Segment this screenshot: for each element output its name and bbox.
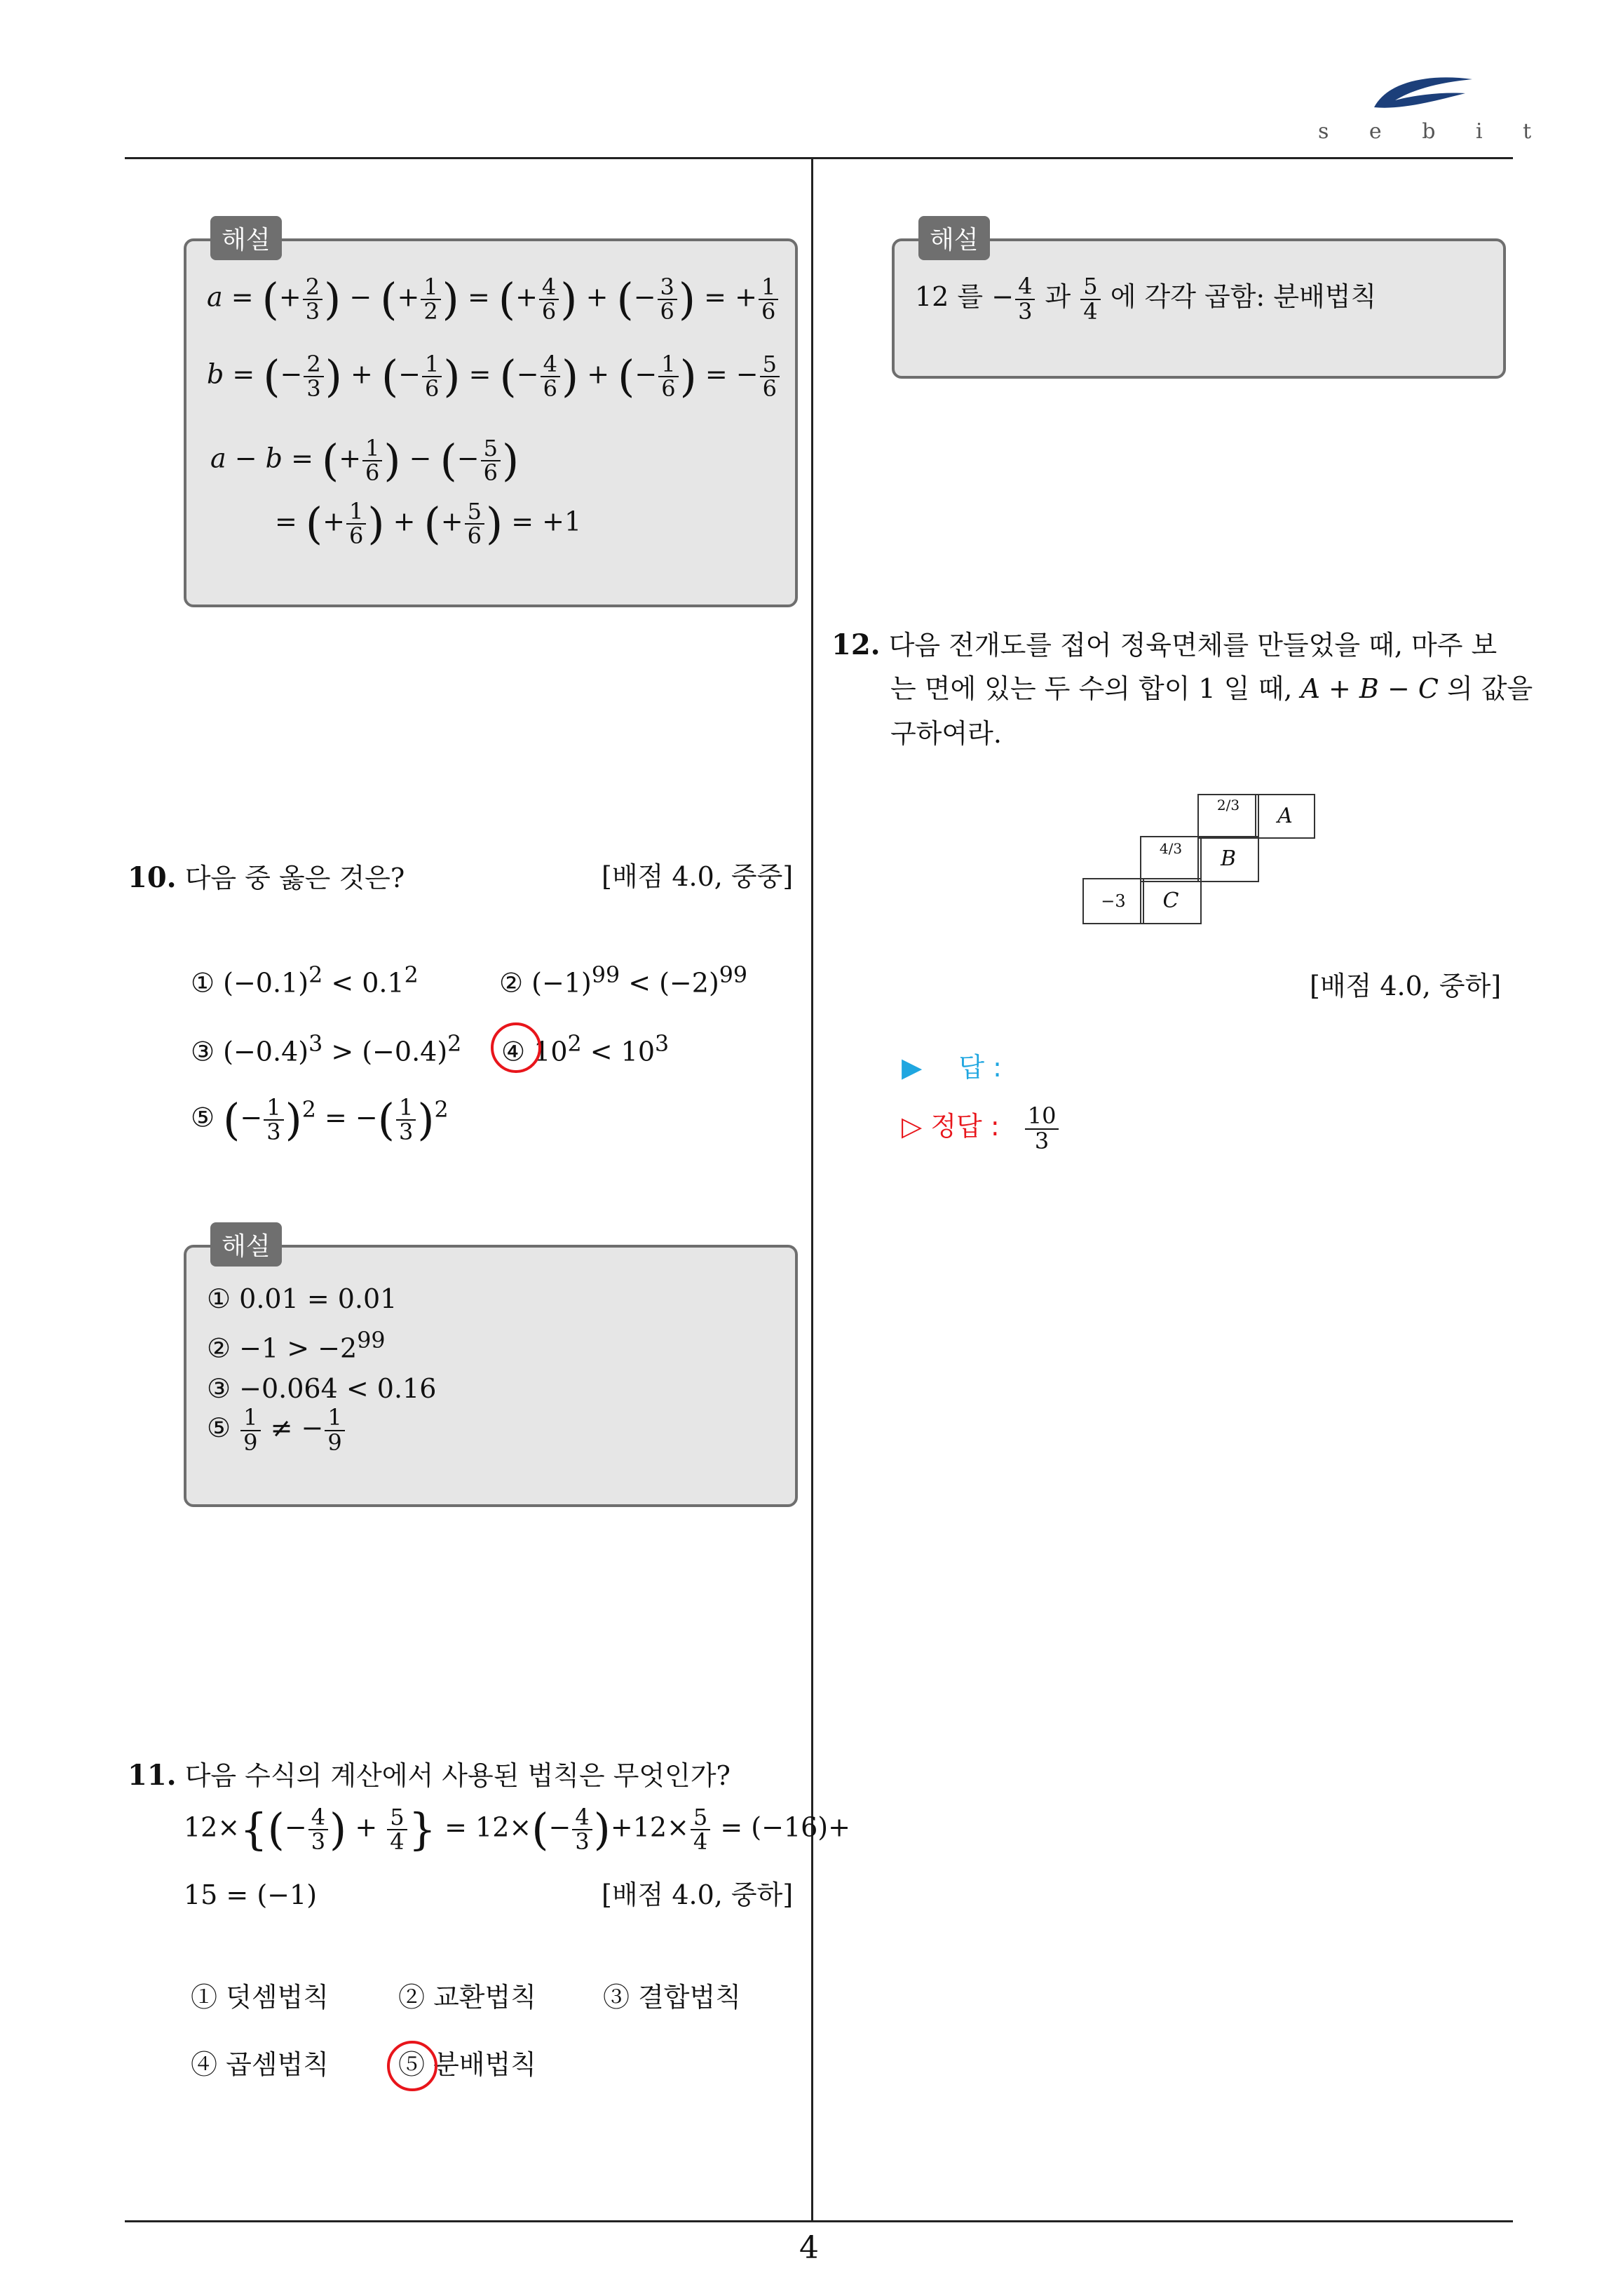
q12-score: [배점 4.0, 중하]	[1310, 971, 1502, 1001]
q9-solution-tag: 해설	[210, 216, 282, 260]
q12-answer-label: 답 :	[958, 1052, 1002, 1083]
q11-text: 다음 수식의 계산에서 사용된 법칙은 무엇인가?	[184, 1760, 731, 1791]
q12-answer-row[interactable]	[902, 1052, 1002, 1084]
q10-solution-2: ② $-1 > -2^{99}$	[207, 1328, 386, 1364]
q12-line1	[831, 628, 1497, 662]
q11-question	[128, 1759, 731, 1792]
sebit-logo	[1367, 67, 1479, 123]
q10-option-2[interactable]: ② $(-1)^{99} < (-2)^{99}$	[499, 963, 748, 999]
net-cell-a: A	[1255, 794, 1315, 839]
q9-solution-line2: b = (− $\frac{2}{3}$ ) + (− $\frac{1}{6}$ ) = (− $\frac{4}{6}$ ) + (− $\frac{1}{6}$ ) = − $\frac{5}{6}$	[207, 351, 781, 403]
q12-line3: 구하여라.	[890, 718, 1002, 749]
q10-solution-tag: 해설	[210, 1222, 282, 1267]
q12-number: 12.	[831, 628, 881, 661]
q10-solution-1: ① 0.01 = 0.01	[207, 1283, 398, 1314]
q11-option-4[interactable]: ④ 곱셈법칙	[191, 2049, 329, 2080]
answer-arrow-icon: ▶	[902, 1052, 923, 1083]
q10-number: 10.	[128, 861, 177, 894]
q11-option-3[interactable]: ③ 결합법칙	[603, 1982, 741, 2013]
q10-option-1[interactable]: ① $(-0.1)^2 < 0.1^2$	[191, 963, 419, 999]
q9-solution-line1: a = (+ $\frac{2}{3}$ ) − (+ $\frac{1}{2}$ ) = (+ $\frac{4}{6}$ ) + (− $\frac{3}{6}$ ) = + $\frac{1}{6}$	[207, 274, 780, 325]
footer-rule	[125, 2220, 1513, 2222]
q11-option-1[interactable]: ① 덧셈법칙	[191, 1982, 329, 2013]
q11-selected-mark	[387, 2041, 437, 2091]
q10-selected-mark	[491, 1022, 541, 1073]
q10-option-4[interactable]: ④ $10^2 < 10^3$	[501, 1032, 670, 1067]
net-cell-minus-three: −3	[1082, 878, 1144, 924]
q10-text: 다음 중 옳은 것은?	[184, 863, 405, 893]
q11-expression: 12×{(− $\frac{4}{3}$ ) + $\frac{5}{4}$ } = 12×(− $\frac{4}{3}$ )+12× $\frac{5}{4}$ = (−16)+	[184, 1803, 850, 1856]
q10-question	[128, 861, 405, 895]
q12-text-line1: 다음 전개도를 접어 정육면체를 만들었을 때, 마주 보	[888, 630, 1498, 661]
q10-solution-3: ③ −0.064 < 0.16	[207, 1373, 437, 1404]
q12-correct-label: 정답 :	[930, 1111, 1000, 1142]
header-rule	[125, 157, 1513, 159]
q11-solution-tag: 해설	[918, 216, 990, 260]
net-cell-b: B	[1197, 836, 1259, 882]
column-divider	[811, 157, 813, 2222]
q12-correct-row	[902, 1102, 1060, 1154]
q12-line2: 는 면에 있는 두 수의 합이 1 일 때, A + B − C 의 값을	[890, 673, 1533, 704]
q11-number: 11.	[128, 1759, 177, 1792]
q11-option-2[interactable]: ② 교환법칙	[398, 1982, 536, 2013]
q12-correct-value: $\frac{10}{3}$	[1025, 1105, 1059, 1153]
q10-option-3[interactable]: ③ $(-0.4)^3 > (-0.4)^2$	[191, 1032, 462, 1067]
q11-score: [배점 4.0, 중하]	[602, 1879, 794, 1910]
page-number: 4	[799, 2230, 819, 2266]
q9-solution-line4: = (+ $\frac{1}{6}$ ) + (+ $\frac{5}{6}$ ) = +1	[275, 497, 582, 550]
correct-arrow-icon: ▷	[902, 1111, 923, 1142]
q10-option-5[interactable]: ⑤ (− $\frac{1}{3}$ )$^2$ = −( $\frac{1}{3}$ )$^2$	[191, 1093, 449, 1146]
q10-score: [배점 4.0, 중중]	[602, 861, 794, 892]
cube-net	[1080, 794, 1318, 927]
net-cell-c: C	[1140, 878, 1202, 924]
net-cell-two-thirds: 2/3	[1197, 794, 1259, 839]
q11-option-5[interactable]: ⑤ 분배법칙	[398, 2049, 536, 2080]
q11-solution-text: 12 를 − $\frac{4}{3}$ 과 $\frac{5}{4}$ 에 각각 곱함: 분배법칙	[915, 273, 1377, 325]
net-cell-four-thirds: 4/3	[1140, 836, 1202, 882]
q10-solution-5: ⑤ $\frac{1}{9}$ ≠ − $\frac{1}{9}$	[207, 1406, 346, 1454]
brand-wordmark: s e b i t	[1318, 119, 1549, 144]
q9-solution-line3: a − b = (+ $\frac{1}{6}$ ) − (− $\frac{5}{6}$ )	[210, 434, 520, 487]
q11-expression-2: 15 = (−1)	[184, 1879, 318, 1910]
